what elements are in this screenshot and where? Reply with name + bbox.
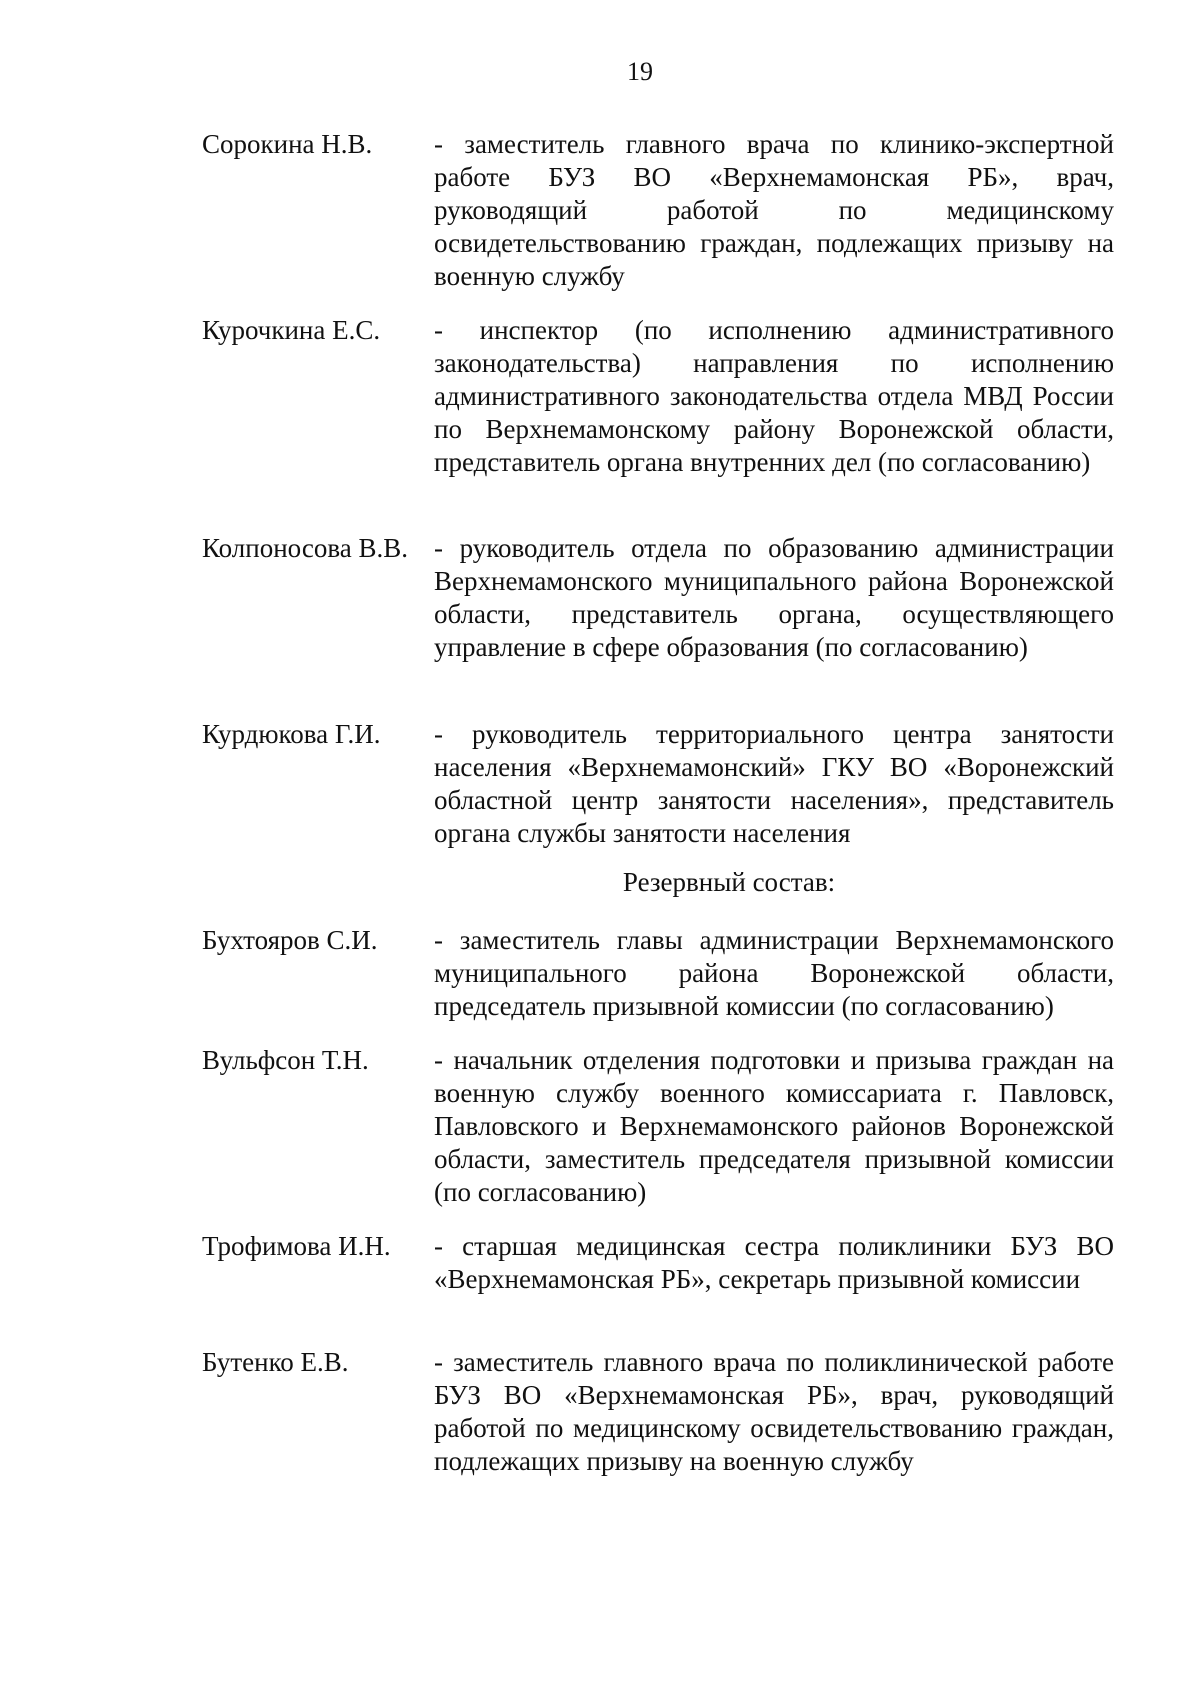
reserve-heading: Резервный состав: xyxy=(622,867,836,897)
member-role: - заместитель главы администрации Верхнемамонского муниципального района Воронежской области, председатель призывной комиссии (по согласованию) xyxy=(434,925,1114,1021)
page-number: 19 xyxy=(627,57,653,86)
member-name: Курочкина Е.С. xyxy=(202,315,381,345)
member-name: Курдюкова Г.И. xyxy=(202,719,381,749)
member-name: Колпоносова В.В. xyxy=(202,533,408,563)
member-role: - заместитель главного врача по клинико-экспертной работе БУЗ ВО «Верхнемамонская РБ», врач, руководящий работой по медицинскому освидетельствованию граждан, подлежащих призыву на военную службу xyxy=(434,129,1114,291)
member-role: - начальник отделения подготовки и призыва граждан на военную службу военного комиссариата г. Павловск, Павловского и Верхнемамонского районов Воронежской области, заместитель председателя призывной комиссии (по согласованию) xyxy=(434,1045,1114,1207)
member-name: Трофимова И.Н. xyxy=(202,1231,391,1261)
member-name: Сорокина Н.В. xyxy=(202,129,373,159)
member-role: - руководитель отдела по образованию администрации Верхнемамонского муниципального района Воронежской области, представитель органа, осуществляющего управление в сфере образования (по согласованию) xyxy=(434,533,1114,662)
member-role: - инспектор (по исполнению административного законодательства) направления по исполнению административного законодательства отдела МВД России по Верхнемамонскому району Воронежской области, представитель органа внутренних дел (по согласованию) xyxy=(434,315,1114,477)
member-role: - старшая медицинская сестра поликлиники БУЗ ВО «Верхнемамонская РБ», секретарь призывной комиссии xyxy=(434,1231,1114,1294)
member-role: - руководитель территориального центра занятости населения «Верхнемамонский» ГКУ ВО «Воронежский областной центр занятости населения», представитель органа службы занятости населения xyxy=(434,719,1114,848)
member-name: Вульфсон Т.Н. xyxy=(202,1045,369,1075)
member-role: - заместитель главного врача по поликлинической работе БУЗ ВО «Верхнемамонская РБ», врач, руководящий работой по медицинскому освидетельствованию граждан, подлежащих призыву на военную службу xyxy=(434,1347,1114,1476)
member-name: Бухтояров С.И. xyxy=(202,925,378,955)
member-name: Бутенко Е.В. xyxy=(202,1347,349,1377)
